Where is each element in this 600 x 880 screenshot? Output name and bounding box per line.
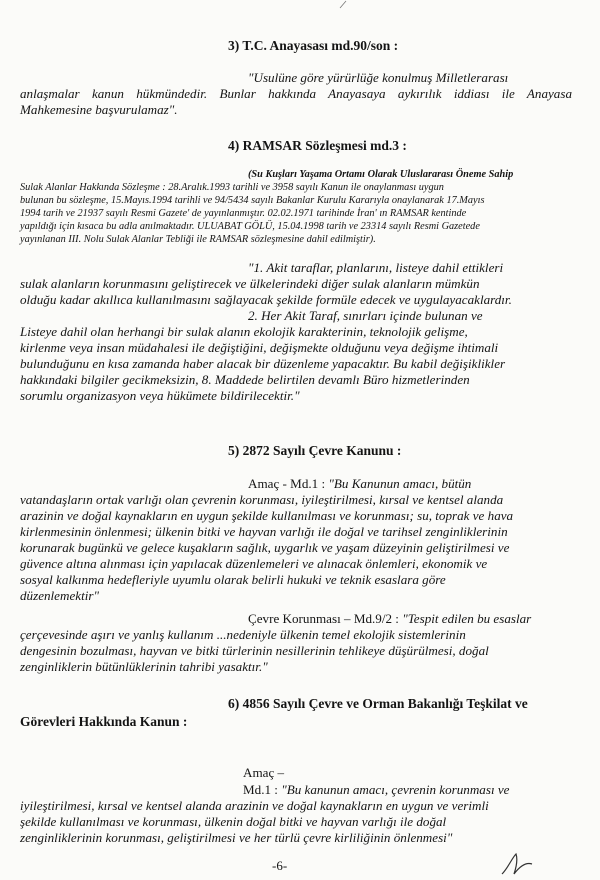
text-line: korunarak bugünkü ve gelece kuşakların sağlık, uygarlık ve yaşam düzeyinin geliştirilmesi ve: [20, 540, 510, 555]
cevre-label: Çevre Korunması – Md.9/2 :: [248, 611, 399, 626]
text-line: iyileştirilmesi, kırsal ve kentsel alanda arazinin ve doğal kaynakların en uygun ve verimli: [20, 798, 489, 813]
section-5-amac: [20, 476, 572, 604]
text-line: Mahkemesine başvurulamaz".: [20, 102, 178, 117]
text-line: şekilde kullanılması ve korunması, ülkenin doğal bitki ve hayvan varlığı ile doğal: [20, 814, 447, 829]
section-6-text: [20, 782, 572, 846]
text-line: güvence altına alınması için yapılacak düzenlemeleri ve alınacak önlemleri, ekonomik ve: [20, 556, 488, 571]
amac-label: Amaç - Md.1 :: [248, 476, 326, 491]
section-4-heading: 4) RAMSAR Sözleşmesi md.3 :: [228, 138, 407, 153]
section-6-heading-line2: Görevleri Hakkında Kanun :: [20, 714, 188, 729]
text-line: düzenlemektir": [20, 588, 99, 603]
text-line: bulunduğunu en kısa zamanda haber alacak bir düzenleme yapacaktır. Bu kabil değişiklikler: [20, 356, 506, 371]
text-line: zenginliklerin bütünlüklerinin tahribi yasaktır.": [20, 659, 268, 674]
text-line: yayınlanan III. Nolu Sulak Alanlar Tebliği ile RAMSAR sözleşmesine dahil edilmiştir).: [20, 234, 376, 245]
text-line: anlaşmalar kanun hükmündedir. Bunlar hakkında Anayasaya aykırılık iddiası ile Anayasa: [20, 86, 572, 101]
scan-artifact-icon: [338, 0, 348, 10]
section-6-amac-label: Amaç –: [243, 765, 285, 780]
text-line: (Su Kuşları Yaşama Ortamı Olarak Uluslararası Öneme Sahip: [248, 169, 514, 180]
text-line: olduğu kadar akıllıca kullanılmasını sağlayacak şekilde formüle edecek ve uygulayacaklardır.: [20, 292, 512, 307]
text-line: 1994 tarih ve 21937 sayılı Resmi Gazete' de yayınlanmıştır. 02.02.1971 tarihinde İran' ın RAMSAR kentinde: [20, 208, 467, 219]
text-line: kirlenme veya insan müdahalesi ile değiştiğini, değişmekte olduğunu veya değişme ihtimali: [20, 340, 499, 355]
text-line: "Tespit edilen bu esaslar: [402, 611, 532, 626]
text-line: hakkındaki bilgiler gecikmeksizin, 8. Maddede belirtilen devamlı Büro hizmetlerinden: [20, 372, 470, 387]
md-label: Md.1 :: [243, 782, 278, 797]
text-line: sosyal kalkınma hedefleriyle uyumlu olarak belirli hukuki ve teknik esaslara göre: [20, 572, 446, 587]
text-line: dengesinin bozulması, hayvan ve bitki türlerinin nesillerinin tehlikeye düşürülmesi, doğal: [20, 643, 489, 658]
text-line: çerçevesinde aşırı ve yanlış kullanım ...nedeniyle ülkenin temel ekolojik sistemlerinin: [20, 627, 466, 642]
section-3-heading: 3) T.C. Anayasası md.90/son :: [228, 38, 399, 53]
text-line: Listeye dahil olan herhangi bir sulak alanın ekolojik karakterinin, teknolojik gelişme,: [20, 324, 468, 339]
text-line: bulunan bu sözleşme, 15.Mayıs.1994 tarihli ve 94/5434 sayılı Bakanlar Kurulu Kararıyla onaylanarak 17.Mayıs: [20, 195, 485, 206]
text-line: "Bu kanunun amacı, çevrenin korunması ve: [281, 782, 510, 797]
text-line: Sulak Alanlar Hakkında Sözleşme : 28.Aralık.1993 tarihli ve 3958 sayılı Kanun ile onaylanması uygun: [20, 182, 444, 193]
section-3-quote: [20, 70, 572, 118]
text-line: kirlenmesinin önlenmesi; ülkenin bitki ve hayvan varlığı ile doğal ve tarihsel zenginliklerinin: [20, 524, 508, 539]
text-line: "1. Akit taraflar, planlarını, listeye dahil ettikleri: [248, 260, 504, 275]
text-line: "Bu Kanunun amacı, bütün: [328, 476, 472, 491]
text-line: yapıldığı için kısaca bu adla anılmaktadır. ULUABAT GÖLÜ, 15.04.1998 tarih ve 23314 sayılı Resmi Gazetede: [20, 221, 480, 232]
text-line: sorumlu organizasyon veya hükümete bildirilecektir.": [20, 388, 300, 403]
section-4-quote: [20, 260, 572, 404]
section-5-heading: 5) 2872 Sayılı Çevre Kanunu :: [228, 443, 402, 458]
page-number: -6-: [272, 858, 288, 873]
text-line: arazinin ve doğal kaynakların en uygun şekilde kullanılması ve korunması; su, toprak ve hava: [20, 508, 514, 523]
signature-mark-icon: [498, 850, 538, 878]
text-line: sulak alanların korunmasını geliştirecek ve ülkelerindeki diğer sulak alanların mümkün: [20, 276, 480, 291]
text-line: vatandaşların ortak varlığı olan çevrenin korunması, iyileştirilmesi, kırsal ve kentsel alanda: [20, 492, 504, 507]
section-6-heading-line1: 6) 4856 Sayılı Çevre ve Orman Bakanlığı Teşkilat ve: [228, 696, 528, 711]
text-line: "Usulüne göre yürürlüğe konulmuş Milletlerarası: [248, 70, 509, 85]
text-line: 2. Her Akit Taraf, sınırları içinde bulunan ve: [248, 308, 483, 323]
section-5-cevre: [20, 611, 572, 675]
section-4-note: [20, 168, 572, 246]
text-line: zenginliklerinin korunması, geliştirilmesi ve her türlü çevre kirliliğinin önlenmesi": [20, 830, 453, 845]
